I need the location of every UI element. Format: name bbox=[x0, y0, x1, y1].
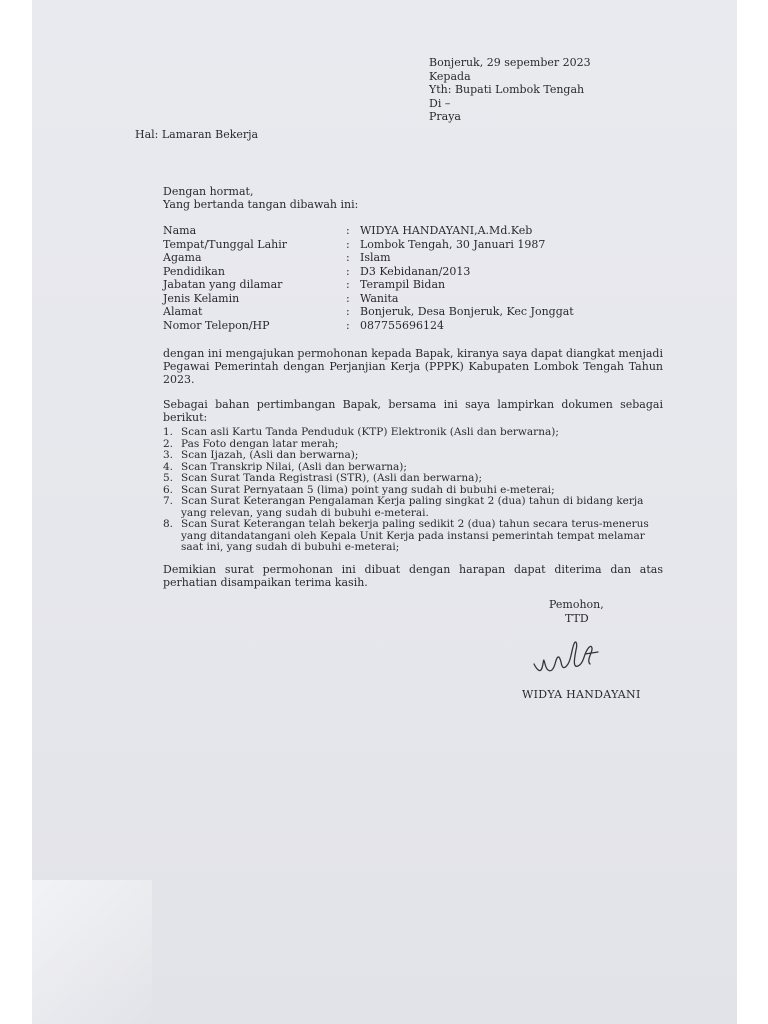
detail-label: Tempat/Tunggal Lahir bbox=[163, 237, 288, 251]
detail-label: Jabatan yang dilamar bbox=[163, 278, 283, 291]
attachment-number: 5. bbox=[163, 472, 174, 484]
attachment-item bbox=[163, 496, 663, 519]
attachment-text: Scan Surat Tanda Registrasi (STR), (Asli dan berwarna); bbox=[181, 472, 482, 484]
detail-colon: : bbox=[346, 251, 350, 264]
detail-label: Jenis Kelamin bbox=[163, 291, 240, 305]
attachment-number: 8. bbox=[163, 518, 174, 530]
attachments-intro: Sebagai bahan pertimbangan Bapak, bersama ini saya lampirkan dokumen sebagai berikut: bbox=[163, 398, 663, 424]
detail-value: 087755696124 bbox=[360, 318, 444, 332]
attachment-number: 6. bbox=[163, 483, 174, 496]
detail-label: Alamat bbox=[163, 305, 203, 318]
detail-value: Terampil Bidan bbox=[360, 278, 446, 291]
detail-label: Nomor Telepon/HP bbox=[163, 318, 270, 332]
attachment-text: Scan Transkrip Nilai, (Asli dan berwarna); bbox=[181, 460, 407, 473]
detail-value: WIDYA HANDAYANI,A.Md.Keb bbox=[360, 224, 533, 237]
attachment-number: 1. bbox=[163, 426, 174, 438]
detail-label: Agama bbox=[163, 251, 202, 264]
detail-colon: : bbox=[346, 305, 350, 318]
detail-value: Lombok Tengah, 30 Januari 1987 bbox=[360, 237, 546, 251]
detail-label: Nama bbox=[163, 224, 197, 237]
handwritten-signature bbox=[528, 634, 608, 682]
attachment-number: 7. bbox=[163, 495, 174, 507]
attachment-text: Pas Foto dengan latar merah; bbox=[181, 437, 339, 450]
greeting-block bbox=[163, 185, 358, 211]
attachment-text: Scan asli Kartu Tanda Penduduk (KTP) Elektronik (Asli dan berwarna); bbox=[181, 426, 559, 438]
letter-header bbox=[429, 56, 591, 124]
detail-value: Wanita bbox=[360, 291, 399, 305]
letter-page bbox=[32, 0, 737, 1024]
attachment-item bbox=[163, 519, 663, 554]
detail-colon: : bbox=[346, 237, 350, 251]
detail-colon: : bbox=[346, 264, 350, 278]
detail-colon: : bbox=[346, 291, 350, 305]
signature-ttd: TTD bbox=[565, 612, 589, 625]
paper-fold-shading bbox=[32, 880, 152, 1024]
to-label: Kepada bbox=[429, 69, 471, 83]
attachment-text: Scan Surat Keterangan telah bekerja paling sedikit 2 (dua) tahun secara terus-menerus yang ditandatangani oleh Kepala Unit Kerja pada instansi pemerintah tempat melamar saat ini, yang sudah di bubuhi e-meterai; bbox=[181, 518, 649, 553]
closing-paragraph: Demikian surat permohonan ini dibuat dengan harapan dapat diterima dan atas perhatian disampaikan terima kasih. bbox=[163, 563, 663, 589]
detail-colon: : bbox=[346, 318, 350, 332]
attachment-text: Scan Ijazah, (Asli dan berwarna); bbox=[181, 449, 359, 461]
addressee-di: Di – bbox=[429, 96, 451, 110]
intro-line: Yang bertanda tangan dibawah ini: bbox=[163, 198, 359, 211]
detail-colon: : bbox=[346, 278, 350, 291]
addressee: Yth: Bupati Lombok Tengah bbox=[429, 83, 585, 96]
attachment-number: 2. bbox=[163, 437, 174, 450]
letter-subject: Hal: Lamaran Bekerja bbox=[135, 128, 259, 141]
attachment-number: 3. bbox=[163, 449, 174, 461]
request-paragraph: dengan ini mengajukan permohonan kepada Bapak, kiranya saya dapat diangkat menjadi Pegawai Pemerintah dengan Perjanjian Kerja (PPPK) Kabupaten Lombok Tengah Tahun 2023. bbox=[163, 347, 663, 386]
detail-label: Pendidikan bbox=[163, 264, 225, 278]
signer-name: WIDYA HANDAYANI bbox=[522, 688, 641, 701]
detail-value: Islam bbox=[360, 251, 391, 264]
attachment-text: Scan Surat Pernyataan 5 (lima) point yang sudah di bubuhi e-meterai; bbox=[181, 483, 555, 496]
place-date: Bonjeruk, 29 sepember 2023 bbox=[429, 56, 591, 69]
attachment-text: Scan Surat Keterangan Pengalaman Kerja paling singkat 2 (dua) tahun di bidang kerja yang relevan, yang sudah di bubuhi e-meterai. bbox=[181, 495, 644, 519]
detail-value: D3 Kebidanan/2013 bbox=[360, 264, 471, 278]
addressee-city: Praya bbox=[429, 110, 461, 123]
signer-role: Pemohon, bbox=[549, 598, 604, 611]
attachment-number: 4. bbox=[163, 460, 174, 473]
detail-value: Bonjeruk, Desa Bonjeruk, Kec Jonggat bbox=[360, 305, 574, 318]
detail-colon: : bbox=[346, 224, 350, 237]
attachments-list bbox=[163, 427, 663, 554]
greeting: Dengan hormat, bbox=[163, 185, 254, 198]
